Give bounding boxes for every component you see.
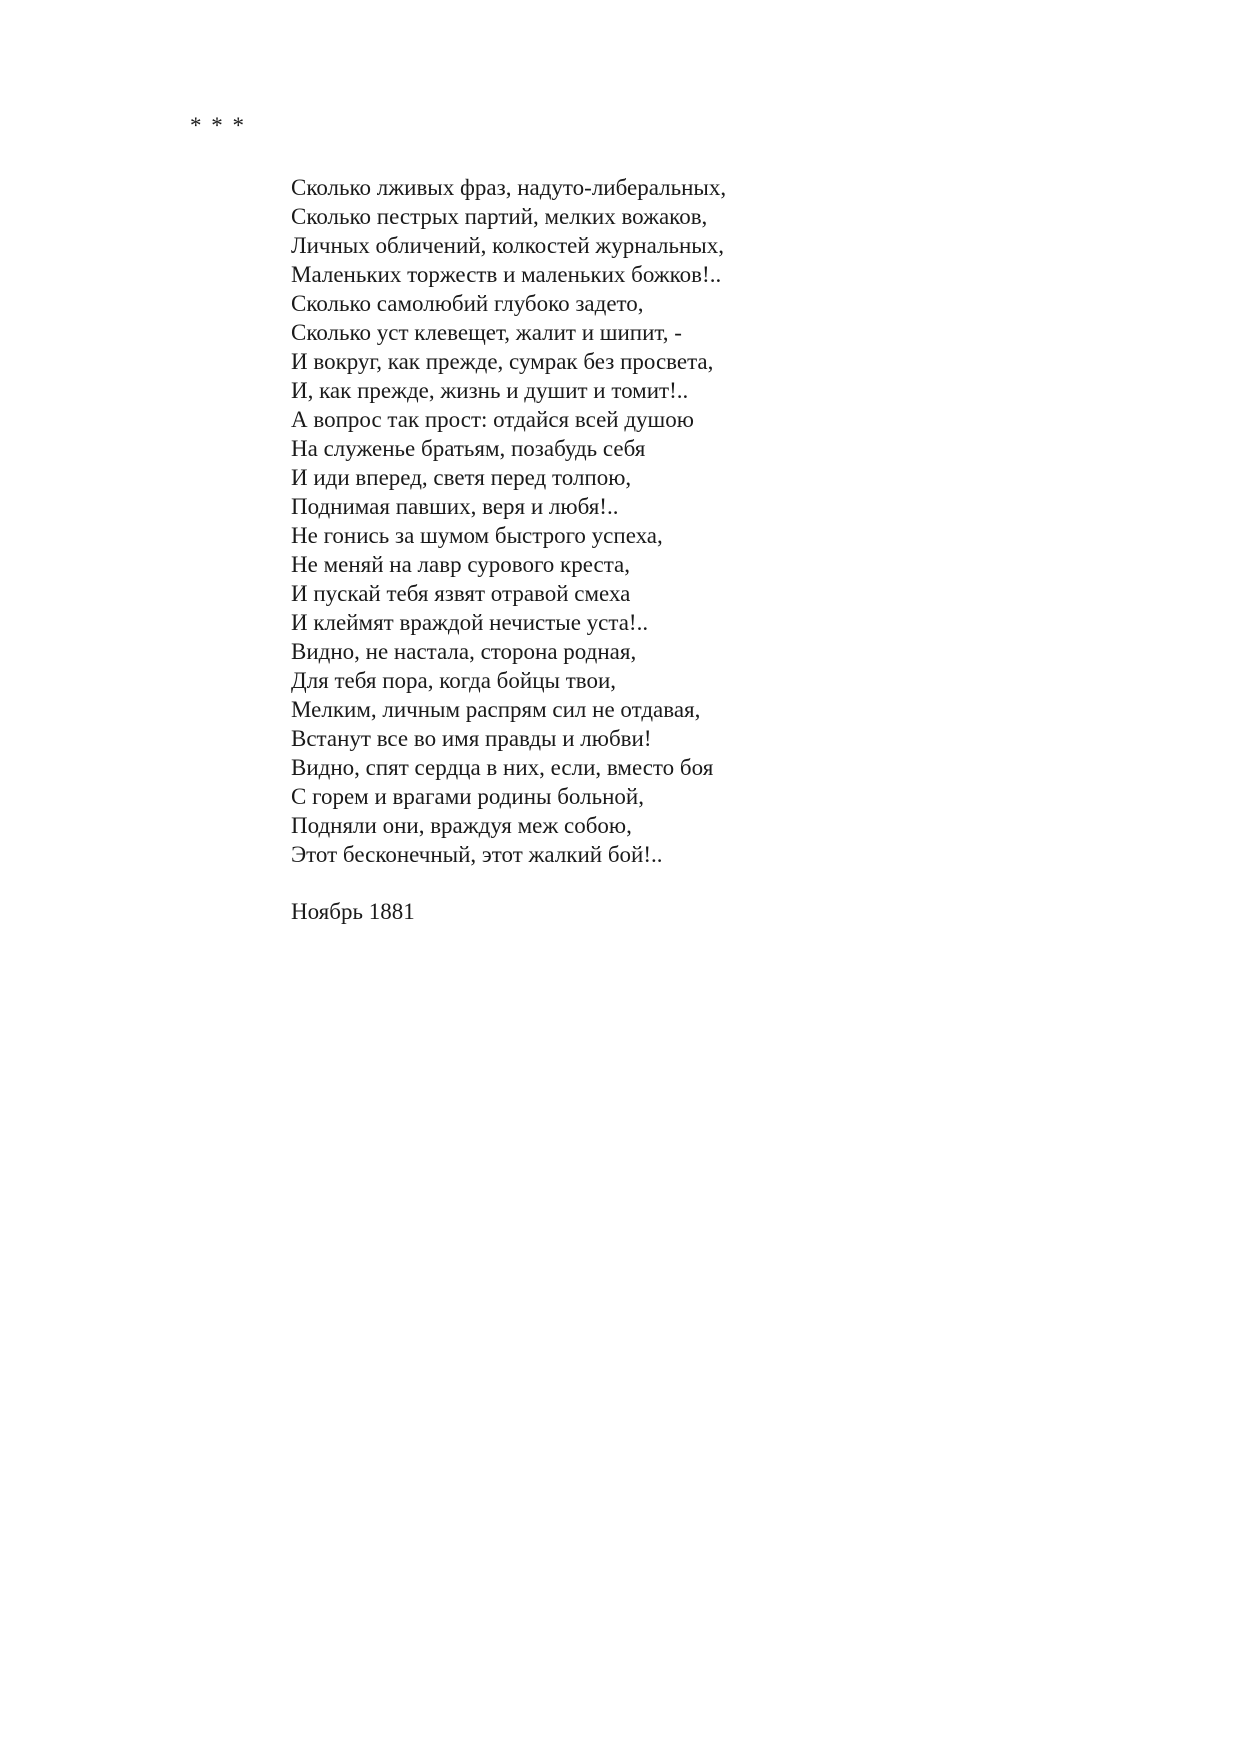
poem-line: Видно, не настала, сторона родная, [291,639,637,664]
poem-line: Личных обличений, колкостей журнальных, [291,233,724,258]
poem-line: Сколько пестрых партий, мелких вожаков, [291,204,708,229]
poem-line: И иди вперед, светя перед толпою, [291,465,632,490]
poem-line: Не гонись за шумом быстрого успеха, [291,523,663,548]
poem-line: Для тебя пора, когда бойцы твои, [291,668,617,693]
poem-line: А вопрос так прост: отдайся всей душою [291,407,694,432]
poem-line: И вокруг, как прежде, сумрак без просвета, [291,349,714,374]
poem-line: Подняли они, враждуя меж собою, [291,813,632,838]
poem-line: Маленьких торжеств и маленьких божков!.. [291,262,722,287]
poem-line: И пускай тебя язвят отравой смеха [291,581,631,606]
poem-line: Встанут все во имя правды и любви! [291,726,652,751]
poem-body [291,173,726,869]
poem-heading: * * * [190,113,246,138]
poem-date: Ноябрь 1881 [291,899,415,924]
poem-line: Видно, спят сердца в них, если, вместо боя [291,755,714,780]
poem-line: Сколько самолюбий глубоко задето, [291,291,644,316]
poem-line: И клеймят враждой нечистые уста!.. [291,610,649,635]
poem-line: Не меняй на лавр сурового креста, [291,552,631,577]
poem-line: С горем и врагами родины больной, [291,784,644,809]
poem-line: Поднимая павших, веря и любя!.. [291,494,619,519]
poem-line: На служенье братьям, позабудь себя [291,436,646,461]
poem-line: Сколько лживых фраз, надуто-либеральных, [291,175,727,200]
poem-line: Мелким, личным распрям сил не отдавая, [291,697,701,722]
poem-line: Этот бесконечный, этот жалкий бой!.. [291,842,663,867]
poem-line: И, как прежде, жизнь и душит и томит!.. [291,378,689,403]
poem-line: Сколько уст клевещет, жалит и шипит, - [291,320,682,345]
